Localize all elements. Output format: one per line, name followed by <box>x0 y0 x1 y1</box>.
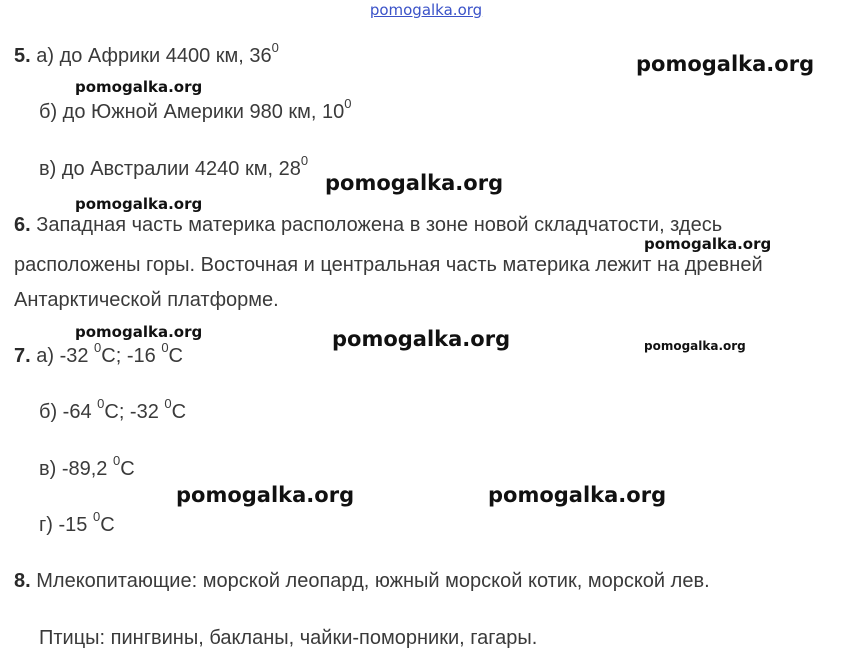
answer-6-line-1-text: Западная часть материка расположена в зоне новой складчатости, здесь <box>30 214 723 236</box>
answer-7-c-part: С <box>120 458 135 480</box>
answer-7-d-part: С <box>100 514 115 536</box>
watermark: pomogalka.org <box>332 327 511 351</box>
watermark: pomogalka.org <box>644 235 772 253</box>
degree-sup: 0 <box>300 153 309 169</box>
watermark: pomogalka.org <box>176 483 355 507</box>
watermark: pomogalka.org <box>75 78 203 96</box>
answer-7-d <box>39 509 115 537</box>
watermark: pomogalka.org <box>636 52 815 76</box>
answer-7-a-part: а) -32 <box>30 345 95 367</box>
answer-6-line-3: Антарктической платформе. <box>14 289 279 311</box>
answer-7-b <box>39 396 187 424</box>
answer-5-c-text: в) до Австралии 4240 км, 28 <box>39 158 301 180</box>
degree-sup: 0 <box>97 396 105 412</box>
answer-8-number: 8. <box>14 570 31 592</box>
answer-7-a-part: С <box>168 345 183 367</box>
answer-6-number: 6. <box>14 214 31 236</box>
answer-7-b-part: С <box>171 401 187 423</box>
answer-7-a <box>14 340 183 368</box>
degree-sup: 0 <box>344 96 352 112</box>
answer-7-b-part: б) -64 <box>39 401 98 423</box>
watermark: pomogalka.org <box>488 483 667 507</box>
answer-7-a-part: С; -16 <box>101 345 162 367</box>
degree-sup: 0 <box>94 340 102 356</box>
degree-sup: 0 <box>271 40 279 56</box>
answer-5-a-text: а) до Африки 4400 км, 36 <box>30 45 272 67</box>
watermark-top-link[interactable]: pomogalka.org <box>369 1 483 19</box>
answer-5-number: 5. <box>14 45 31 67</box>
answer-7-b-part: С; -32 <box>104 401 165 423</box>
degree-sup: 0 <box>161 340 169 356</box>
watermark: pomogalka.org <box>644 339 746 353</box>
answer-8-line-2: Птицы: пингвины, бакланы, чайки-поморники, гагары. <box>39 627 538 649</box>
answer-6-line-1 <box>14 213 722 237</box>
degree-sup: 0 <box>164 396 172 412</box>
answer-7-number: 7. <box>14 345 31 367</box>
answer-8-line-1 <box>14 569 710 593</box>
watermark: pomogalka.org <box>75 323 203 341</box>
answer-6-line-2: расположены горы. Восточная и центральная часть материка лежит на древней <box>14 254 763 276</box>
answer-7-c-part: в) -89,2 <box>39 458 113 480</box>
answer-7-d-part: г) -15 <box>39 514 93 536</box>
watermark: pomogalka.org <box>325 171 504 195</box>
answer-5-a <box>14 40 279 68</box>
answer-5-b <box>39 96 352 124</box>
watermark: pomogalka.org <box>75 195 203 213</box>
answer-7-c <box>39 453 135 481</box>
answer-8-line-1-text: Млекопитающие: морской леопард, южный морской котик, морской лев. <box>30 570 710 592</box>
answer-5-b-text: б) до Южной Америки 980 км, 10 <box>39 101 345 123</box>
degree-sup: 0 <box>112 453 121 469</box>
degree-sup: 0 <box>92 509 101 525</box>
answer-5-c <box>39 153 309 181</box>
